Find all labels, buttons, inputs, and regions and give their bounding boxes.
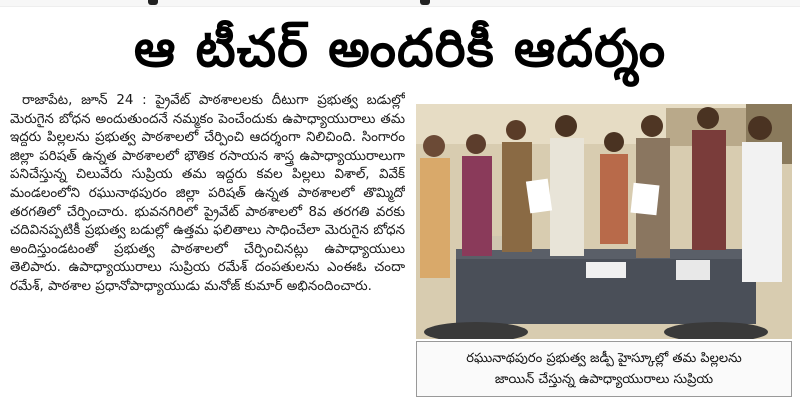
group-photo-illustration bbox=[416, 104, 792, 339]
article-paragraph: రాజాపేట, జూన్ 24 : ప్రైవేట్ పాఠశాలలకు దీటుగా ప్రభుత్వ బడుల్లో మెరుగైన బోధన అందుతుందనే నమ్మకం పెంచేందుకు ఉపాధ్యాయురాలు తమ ఇద్దరు పిల్లలను ప్రభుత్వ పాఠశాలలో చేర్పించి ఆదర్శంగా నిలిచింది. సింగారం జిల్లా పరిషత్ ఉన్నత పాఠశాలలో భౌతిక రసాయన శాస్త్ర ఉపాధ్యాయురాలుగా పనిచేస్తున్న చిలువేరు సుప్రియ తమ ఇద్దరు కవల పిల్లలు విశాల్, వివేక్ మండలంలోని రఘునాథపురం జిల్లా పరిషత్ ఉన్నత పాఠశాలలో తొమ్మిదో తరగతిలో చేర్పించారు. భువనగిరిలో ప్రైవేట్ పాఠశాలలో 8వ తరగతి వరకు చదివినప్పటికీ ప్రభుత్వ బడుల్లో ఉత్తమ ఫలితాలు సాధించేలా మెరుగైన బోధన అందిస్తుండటంతో ప్రభుత్వ పాఠశాలలో చేర్పించినట్లు ఉపాధ్యాయులు తెలిపారు. ఉపాధ్యాయురాలు సుప్రియ రమేశ్ దంపతులను ఎంఈఓ చందా రమేశ్, పాఠశాల ప్రధానోపాధ్యాయుడు మనోజ్ కుమార్ అభినందించారు. bbox=[10, 93, 405, 294]
edge-mark bbox=[148, 0, 158, 5]
news-photo bbox=[416, 104, 792, 339]
caption-line-2: జాయిన్ చేస్తున్న ఉపాధ్యాయురాలు సుప్రియ bbox=[494, 372, 714, 387]
edge-mark bbox=[420, 0, 430, 5]
top-edge-strip bbox=[0, 0, 800, 7]
article-body bbox=[10, 92, 405, 404]
headline: ఆ టీచర్ అందరికీ ఆదర్శం bbox=[133, 19, 667, 79]
caption-line-1: రఘునాథపురం ప్రభుత్వ జడ్పీ హైస్కూల్లో తమ పిల్లలను bbox=[466, 351, 742, 366]
photo-caption bbox=[416, 341, 792, 397]
